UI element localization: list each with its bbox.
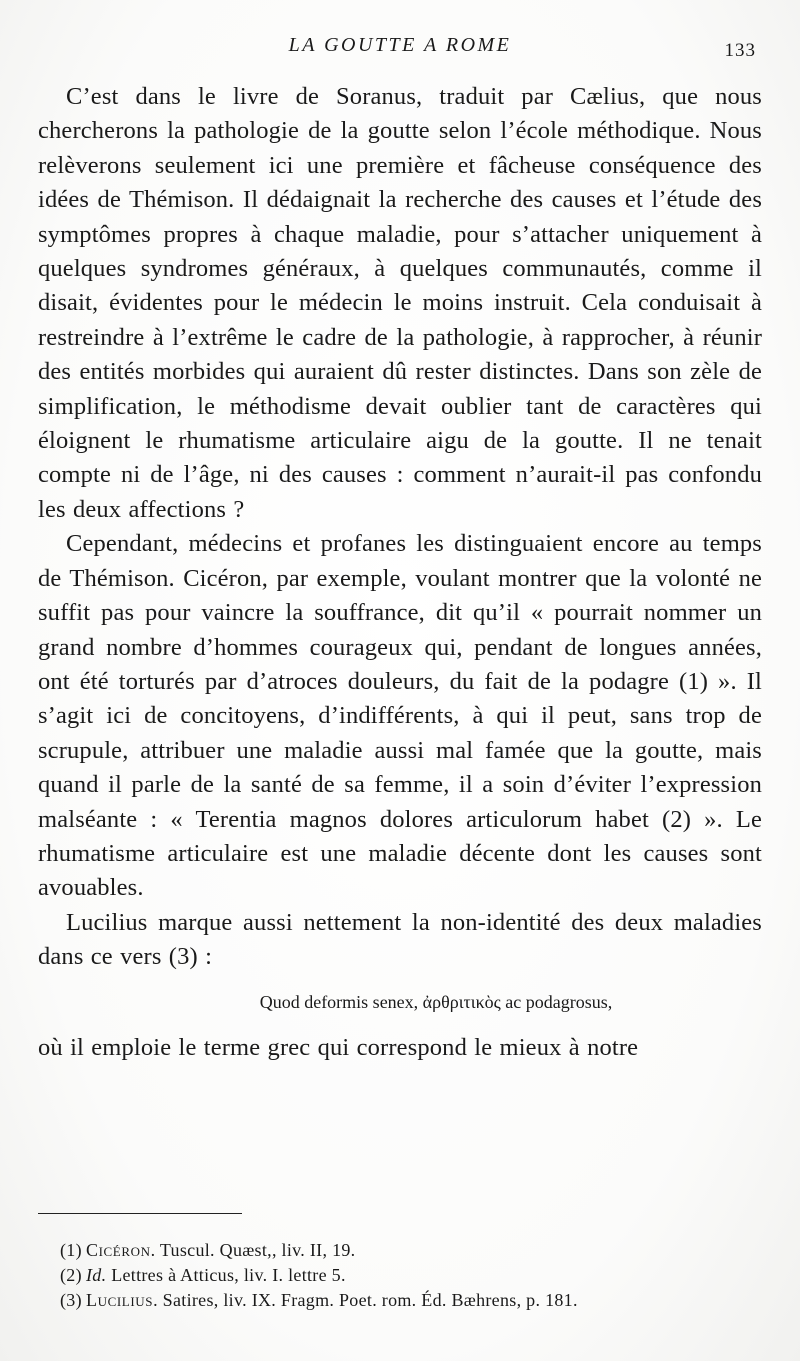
footnote-number: (2) bbox=[60, 1265, 82, 1285]
footnotes bbox=[60, 1238, 780, 1313]
footnote-divider bbox=[38, 1213, 242, 1214]
verse-quotation: Quod deformis senex, ἀρθριτικὸς ac podagrosus, bbox=[259, 991, 613, 1012]
paragraph-1: C’est dans le livre de Soranus, traduit par Cælius, que nous chercherons la pathologie de la goutte selon l’école méthodique. Nous relèverons seulement ici une première et fâcheuse conséquence des idées de Thémison. Il dédaignait la recherche des causes et l’étude des symptômes propres à chaque maladie, pour s’attacher uniquement à quelques syndromes généraux, à quelques communautés, comme il disait, évidentes pour le médecin le moins instruit. Cela conduisait à restreindre à l’extrême le cadre de la pathologie, à rapprocher, à réunir des entités morbides qui auraient dû rester distinctes. Dans son zèle de simplification, le méthodisme devait oublier tant de caractères qui éloignent le rhumatisme articulaire aigu de la goutte. Il ne tenait compte ni de l’âge, ni des causes : comment n’aurait-il pas confondu les deux affections ? bbox=[38, 83, 762, 523]
footnote-text: . Satires, liv. IX. Fragm. Poet. rom. Éd. Bæhrens, p. 181. bbox=[153, 1290, 578, 1310]
footnote-3 bbox=[60, 1288, 780, 1313]
footnote-1 bbox=[60, 1238, 780, 1263]
paragraph-3: Lucilius marque aussi nettement la non-identité des deux maladies dans ce vers (3) : bbox=[38, 908, 762, 971]
footnote-number: (3) bbox=[60, 1290, 82, 1310]
paragraph-2: Cependant, médecins et profanes les distinguaient encore au temps de Thémison. Cicéron, par exemple, voulant montrer que la volonté ne suffit pas pour vaincre la souffrance, dit qu’il « pourrait nommer un grand nombre d’hommes courageux qui, pendant de longues années, ont été torturés par d’atroces douleurs, du fait de la podagre (1) ». Il s’agit ici de concitoyens, d’indifférents, à qui il peut, sans trop de scrupule, attribuer une maladie aussi mal famée que la goutte, mais quand il parle de la santé de sa femme, il a soin d’éviter l’expression malséante : « Terentia magnos dolores articulorum habet (2) ». Le rhumatisme articulaire est une maladie décente dont les causes sont avouables. bbox=[38, 530, 762, 902]
footnote-2 bbox=[60, 1263, 780, 1288]
footnote-author: Cicéron bbox=[86, 1240, 151, 1260]
paragraph-4: où il emploie le terme grec qui correspond le mieux à notre bbox=[38, 1033, 639, 1061]
footnote-text: Lettres à Atticus, liv. I. lettre 5. bbox=[106, 1265, 346, 1285]
footnote-number: (1) bbox=[60, 1240, 82, 1260]
body-text bbox=[38, 80, 762, 1065]
running-title: LA GOUTTE A ROME bbox=[288, 34, 512, 56]
footnote-author: Id. bbox=[86, 1265, 107, 1285]
footnote-text: . Tuscul. Quæst,, liv. II, 19. bbox=[150, 1240, 356, 1260]
page-number: 133 bbox=[724, 40, 756, 61]
footnote-author: Lucilius bbox=[86, 1290, 154, 1310]
running-header bbox=[0, 34, 800, 64]
